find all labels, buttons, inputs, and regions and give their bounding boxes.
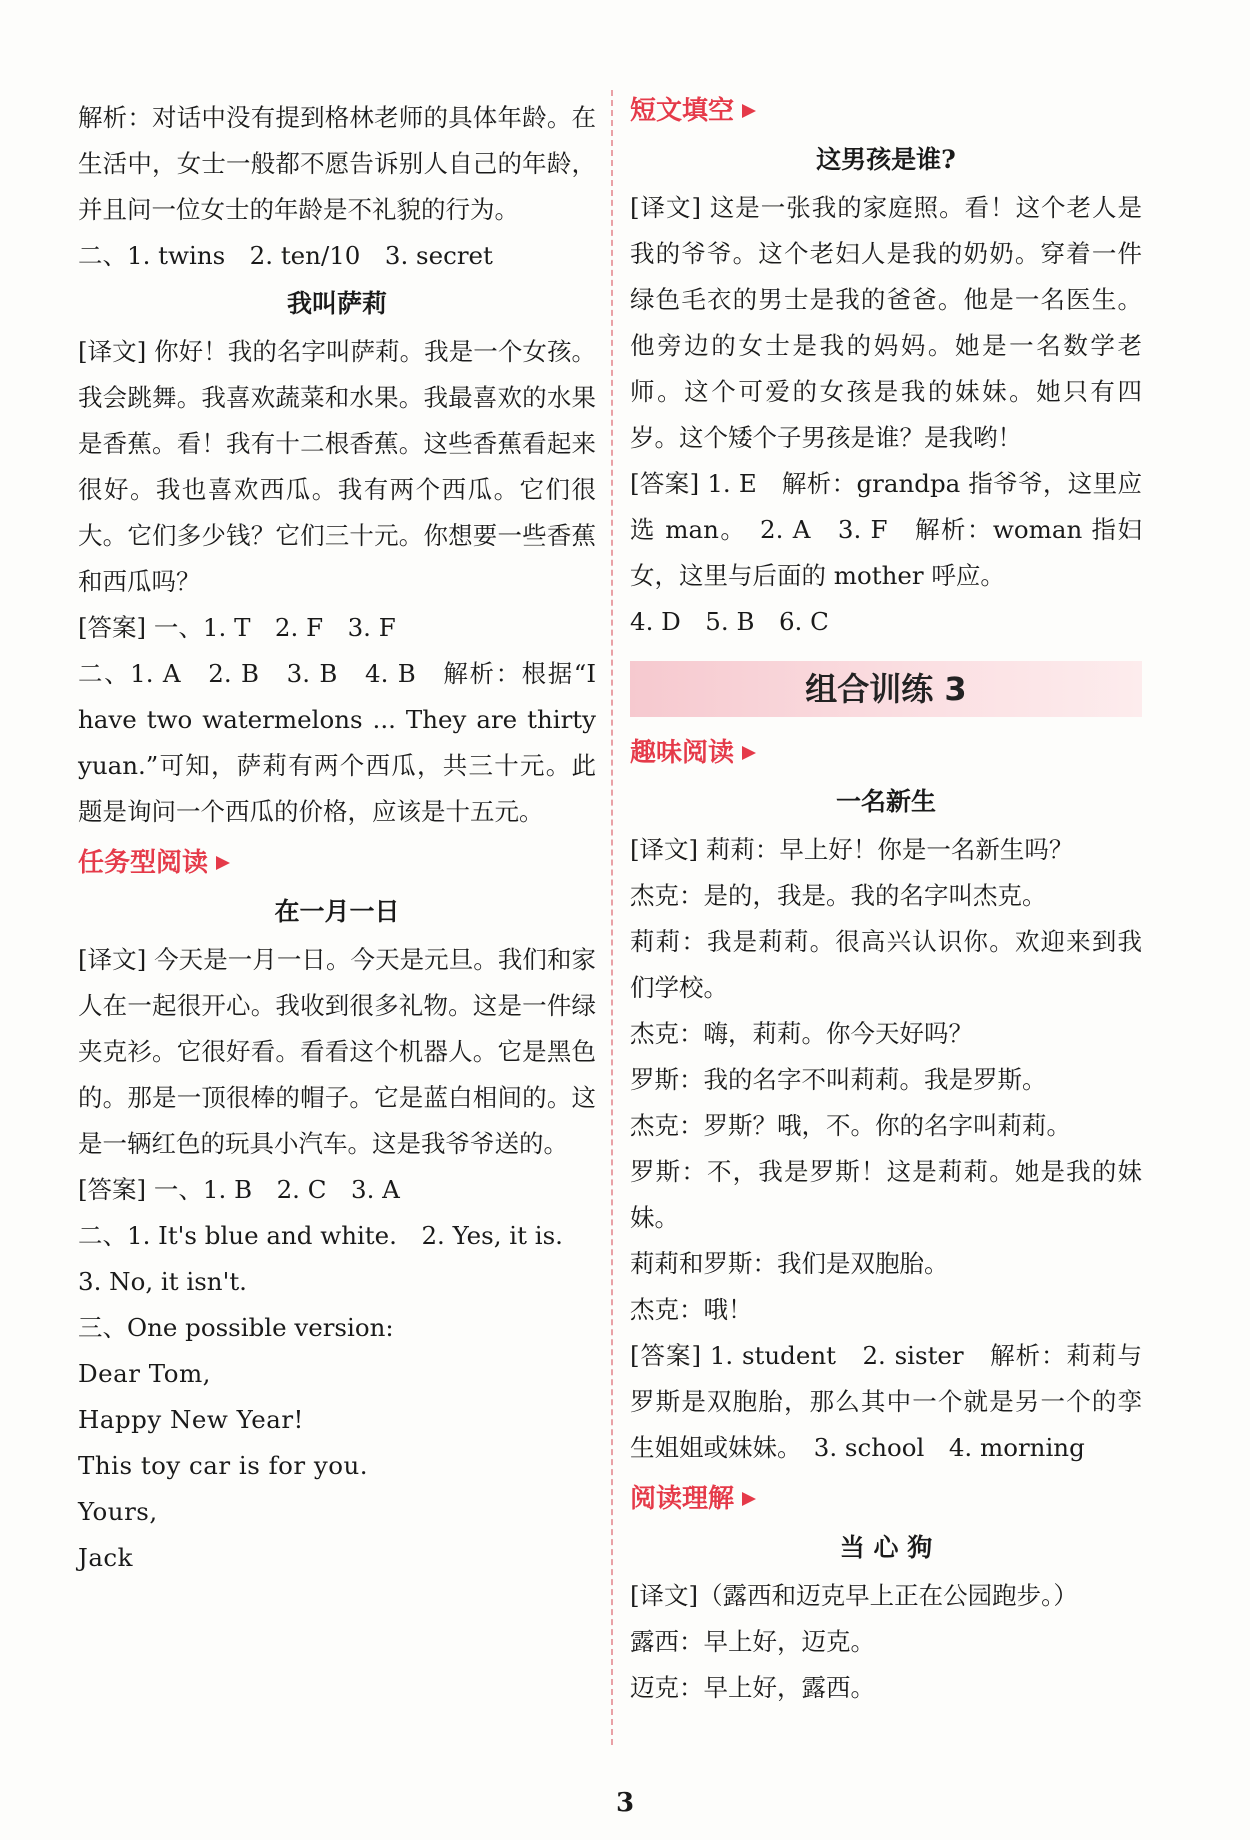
left-column — [78, 95, 596, 1581]
letter-line: Happy New Year! — [78, 1405, 304, 1434]
dialogue-line: 莉莉和罗斯：我们是双胞胎。 — [630, 1249, 949, 1278]
column-divider — [611, 90, 613, 1745]
passage-title: 这男孩是谁? — [816, 145, 956, 174]
right-column — [630, 95, 1142, 1711]
answer-line: [答案] 一、1. T 2. F 3. F — [78, 613, 396, 642]
arrow-icon — [216, 856, 230, 870]
arrow-icon — [742, 746, 756, 760]
passage-title: 一名新生 — [835, 787, 936, 816]
letter-line: This toy car is for you. — [78, 1451, 369, 1480]
dialogue-line: 罗斯：不，我是罗斯！这是莉莉。她是我的妹妹。 — [630, 1157, 1142, 1232]
analysis-paragraph: 解析：对话中没有提到格林老师的具体年龄。在生活中，女士一般都不愿告诉别人自己的年龄，并且问一位女士的年龄是不礼貌的行为。 — [78, 103, 596, 224]
dialogue-line: 杰克：哦！ — [630, 1295, 753, 1324]
answer-analysis: 二、1. A 2. B 3. B 4. B 解析：根据“I have two watermelons ... They are thirty yuan.”可知，萨莉有两个西瓜，共三十元。此题是询问一个西瓜的价格，应该是十五元。 — [78, 659, 596, 826]
answer-line: 4. D 5. B 6. C — [630, 607, 829, 636]
page-number: 3 — [615, 1788, 635, 1818]
letter-line: Jack — [78, 1543, 133, 1572]
letter-line: Yours, — [78, 1497, 158, 1526]
section-heading-label: 任务型阅读 — [78, 848, 209, 878]
section-heading — [78, 839, 596, 887]
section-heading-label: 阅读理解 — [630, 1484, 735, 1514]
dialogue-line: [译文] 莉莉：早上好！你是一名新生吗？ — [630, 835, 1074, 864]
passage-title: 我叫萨莉 — [286, 289, 387, 318]
dialogue-line: 迈克：早上好，露西。 — [630, 1673, 875, 1702]
answer-line: 3. No, it isn't. — [78, 1267, 247, 1296]
section-heading — [630, 1475, 1142, 1523]
passage-title: 当 心 狗 — [839, 1533, 933, 1562]
dialogue-line: 杰克：嗨，莉莉。你今天好吗？ — [630, 1019, 973, 1048]
dialogue-line: 杰克：是的，我是。我的名字叫杰克。 — [630, 881, 1047, 910]
answer-line: [答案] 一、1. B 2. C 3. A — [78, 1175, 400, 1204]
answer-line: 二、1. twins 2. ten/10 3. secret — [78, 241, 493, 270]
answer-line: 二、1. It's blue and white. 2. Yes, it is. — [78, 1221, 563, 1250]
dialogue-line: 杰克：罗斯？哦，不。你的名字叫莉莉。 — [630, 1111, 1071, 1140]
arrow-icon — [742, 1492, 756, 1506]
answer-analysis: [答案] 1. E 解析：grandpa 指爷爷，这里应选 man。 2. A 3. F 解析：woman 指妇女，这里与后面的 mother 呼应。 — [630, 469, 1142, 590]
answer-line: 三、One possible version: — [78, 1313, 394, 1342]
dialogue-line: 莉莉：我是莉莉。很高兴认识你。欢迎来到我们学校。 — [630, 927, 1142, 1002]
dialogue-line: 罗斯：我的名字不叫莉莉。我是罗斯。 — [630, 1065, 1047, 1094]
answer-analysis: [答案] 1. student 2. sister 解析：莉莉与罗斯是双胞胎，那么其中一个就是另一个的孪生姐姐或妹妹。 3. school 4. morning — [630, 1341, 1142, 1462]
arrow-icon — [742, 104, 756, 118]
section-heading-label: 短文填空 — [630, 96, 735, 126]
unit-banner: 组合训练 3 — [630, 661, 1142, 717]
passage-title: 在一月一日 — [274, 897, 400, 926]
section-heading — [630, 87, 1142, 135]
dialogue-line: 露西：早上好，迈克。 — [630, 1627, 875, 1656]
translation-paragraph: [译文] 这是一张我的家庭照。看！这个老人是我的爷爷。这个老妇人是我的奶奶。穿着一件绿色毛衣的男士是我的爸爸。他是一名医生。他旁边的女士是我的妈妈。她是一名数学老师。这个可爱的女孩是我的妹妹。她只有四岁。这个矮个子男孩是谁？是我哟！ — [630, 193, 1142, 452]
section-heading — [630, 729, 1142, 777]
letter-line: Dear Tom, — [78, 1359, 211, 1388]
translation-paragraph: [译文] 今天是一月一日。今天是元旦。我们和家人在一起很开心。我收到很多礼物。这是一件绿夹克衫。它很好看。看看这个机器人。它是黑色的。那是一顶很棒的帽子。它是蓝白相间的。这是一辆红色的玩具小汽车。这是我爷爷送的。 — [78, 945, 596, 1158]
translation-paragraph: [译文] 你好！我的名字叫萨莉。我是一个女孩。我会跳舞。我喜欢蔬菜和水果。我最喜欢的水果是香蕉。看！我有十二根香蕉。这些香蕉看起来很好。我也喜欢西瓜。我有两个西瓜。它们很大。它们多少钱？它们三十元。你想要一些香蕉和西瓜吗？ — [78, 337, 596, 596]
dialogue-line: [译文]（露西和迈克早上正在公园跑步。） — [630, 1581, 1078, 1610]
section-heading-label: 趣味阅读 — [630, 738, 735, 768]
